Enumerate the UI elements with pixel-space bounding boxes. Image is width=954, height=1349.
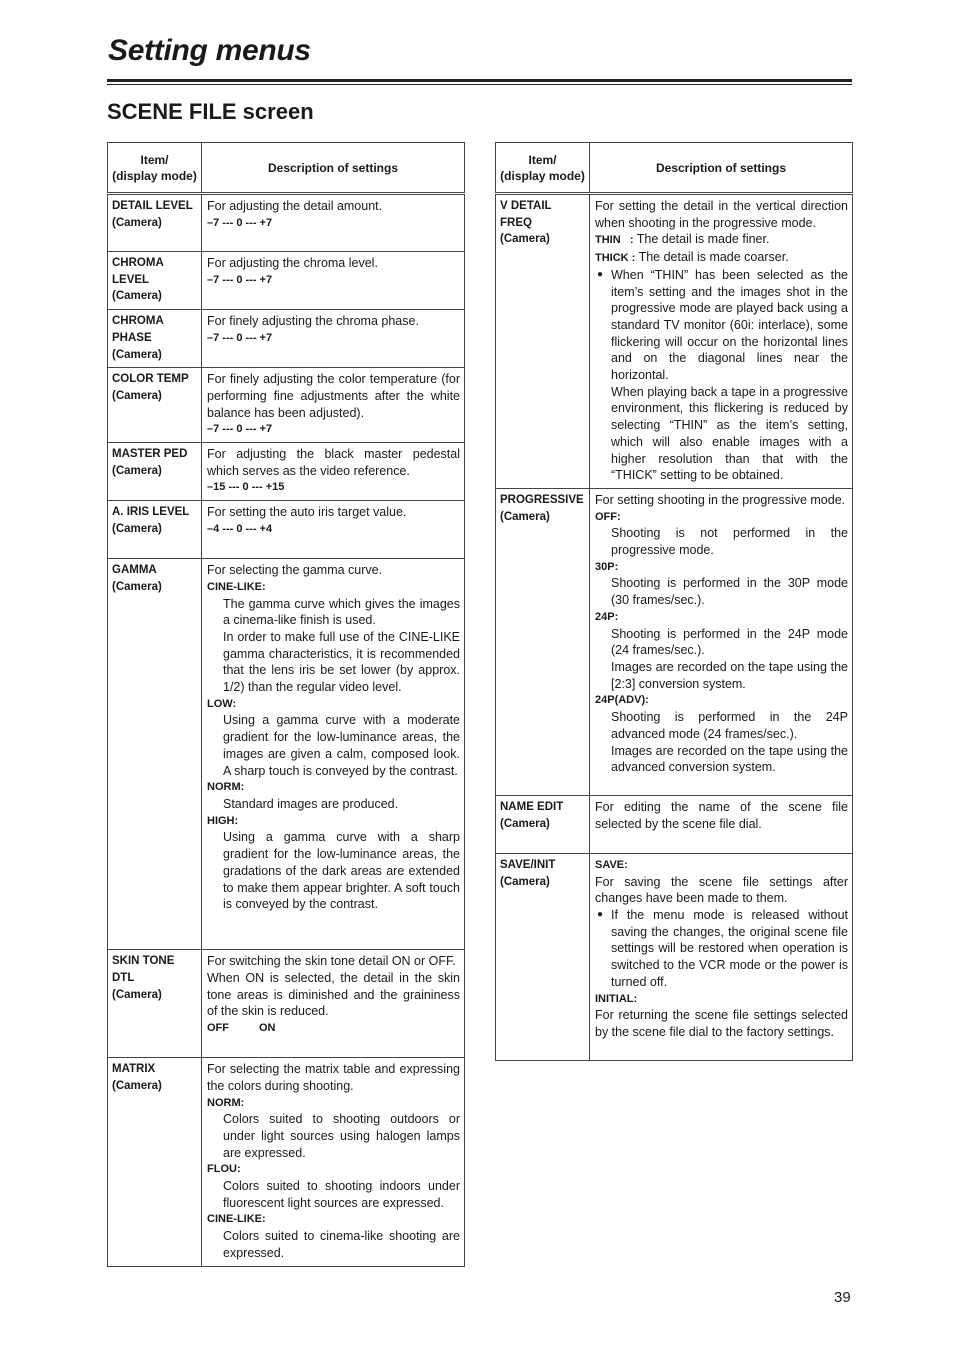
item-cell: COLOR TEMP (Camera) [108, 368, 202, 443]
table-row [108, 194, 465, 252]
table-row [496, 853, 853, 1060]
header-item: Item/ (display mode) [108, 143, 202, 194]
table-row [108, 310, 465, 368]
description-cell: SAVE: For saving the scene file settings after changes have been made to them. ● If the menu mode is released without saving the changes, the original scene file settings will be restored when operation is switched to the VCR mode or the power is turned off. INITIAL: For returning the scene file settings selected by the scene file dial to the factory settings. [590, 853, 853, 1060]
header-item: Item/ (display mode) [496, 143, 590, 194]
table-row [108, 252, 465, 310]
description-cell: For finely adjusting the chroma phase. –7 --- 0 --- +7 [202, 310, 465, 368]
table-row [108, 559, 465, 950]
page-number: 39 [834, 1289, 851, 1306]
description-cell: For adjusting the black master pedestal which serves as the video reference. –15 --- 0 --- +15 [202, 443, 465, 501]
section-title: SCENE FILE screen [107, 99, 314, 124]
table-row [496, 488, 853, 795]
item-cell: PROGRESSIVE (Camera) [496, 488, 590, 795]
description-cell: For setting shooting in the progressive mode. OFF: Shooting is not performed in the progressive mode. 30P: Shooting is performed in the 30P mode (30 frames/sec.). 24P: Shooting is performed in the 24P mode (24 frames/sec.). Images are recorded on the tape using the [2:3] conversion system. 24P(ADV): Shooting is performed in the 24P advanced mode (24 frames/sec.). Images are recorded on the tape using the advanced conversion system. [590, 488, 853, 795]
item-cell: SKIN TONE DTL (Camera) [108, 950, 202, 1058]
table-header-row [496, 143, 853, 194]
item-cell: NAME EDIT (Camera) [496, 795, 590, 853]
table-row [496, 194, 853, 489]
description-cell: For editing the name of the scene file selected by the scene file dial. [590, 795, 853, 853]
description-cell: For adjusting the chroma level. –7 --- 0 --- +7 [202, 252, 465, 310]
bullet-item: ● If the menu mode is released without saving the changes, the original scene file settings will be restored when operation is switched to the VCR mode or the power is turned off. [595, 907, 848, 991]
item-cell: V DETAIL FREQ (Camera) [496, 194, 590, 489]
item-cell: CHROMA PHASE (Camera) [108, 310, 202, 368]
table-row [496, 795, 853, 853]
item-cell: GAMMA (Camera) [108, 559, 202, 950]
item-cell: MASTER PED (Camera) [108, 443, 202, 501]
header-description: Description of settings [202, 143, 465, 194]
page-title: Setting menus [108, 34, 311, 67]
description-cell: For setting the auto iris target value. –4 --- 0 --- +4 [202, 501, 465, 559]
description-cell: For selecting the gamma curve. CINE-LIKE: The gamma curve which gives the images a cinema-like finish is used. In order to make full use of the CINE-LIKE gamma characteristics, it is recommended that the lens iris be set lower (by approx. 1/2) than the regular video level. LOW: Using a gamma curve with a moderate gradient for the low-luminance areas, the images are given a calm, composed look. A sharp touch is conveyed by the contrast. NORM: Standard images are produced. HIGH: Using a gamma curve with a sharp gradient for the low-luminance areas, the gradations of the dark areas are extended to make them appear brighter. A soft touch is conveyed by the contrast. [202, 559, 465, 950]
table-header-row [108, 143, 465, 194]
description-cell: For adjusting the detail amount. –7 --- 0 --- +7 [202, 194, 465, 252]
header-description: Description of settings [590, 143, 853, 194]
settings-table-right [495, 142, 853, 1061]
table-row [108, 1058, 465, 1266]
table-row [108, 368, 465, 443]
item-cell: MATRIX (Camera) [108, 1058, 202, 1266]
item-cell: SAVE/INIT (Camera) [496, 853, 590, 1060]
description-cell: For finely adjusting the color temperature (for performing fine adjustments after the white balance has been adjusted). –7 --- 0 --- +7 [202, 368, 465, 443]
description-cell: For selecting the matrix table and expressing the colors during shooting. NORM: Colors suited to shooting outdoors or under light sources using halogen lamps are expressed. FLOU: Colors suited to shooting indoors under fluorescent light sources are expressed. CINE-LIKE: Colors suited to cinema-like shooting are expressed. [202, 1058, 465, 1266]
item-cell: DETAIL LEVEL (Camera) [108, 194, 202, 252]
title-rule-thin [107, 84, 852, 85]
item-cell: A. IRIS LEVEL (Camera) [108, 501, 202, 559]
table-row [108, 950, 465, 1058]
description-cell: For switching the skin tone detail ON or OFF. When ON is selected, the detail in the skin tone areas is diminished and the graininess of the skin is reduced. OFF ON [202, 950, 465, 1058]
table-row [108, 443, 465, 501]
bullet-item: ● When “THIN” has been selected as the item’s setting and the images shot in the progressive mode are played back using a standard TV monitor (60i: interlace), some flickering will occur on the horizontal lines and on the diagonal lines near the horizontal. [595, 267, 848, 384]
title-rule-thick [107, 79, 852, 82]
item-cell: CHROMA LEVEL (Camera) [108, 252, 202, 310]
settings-table-left [107, 142, 465, 1267]
description-cell: For setting the detail in the vertical direction when shooting in the progressive mode. THIN : The detail is made finer. THICK : The detail is made coarser. ● When “THIN” has been selected as the item’s setting and the images shot in the progressive mode are played back using a standard TV monitor (60i: interlace), some flickering will occur on the horizontal lines and on the diagonal lines near the horizontal. When playing back a tape in a progressive environment, this flickering is reduced by selecting “THIN” as the item’s setting, which will also enable images with a higher resolution than that with the “THICK” setting to be obtained. [590, 194, 853, 489]
table-row [108, 501, 465, 559]
